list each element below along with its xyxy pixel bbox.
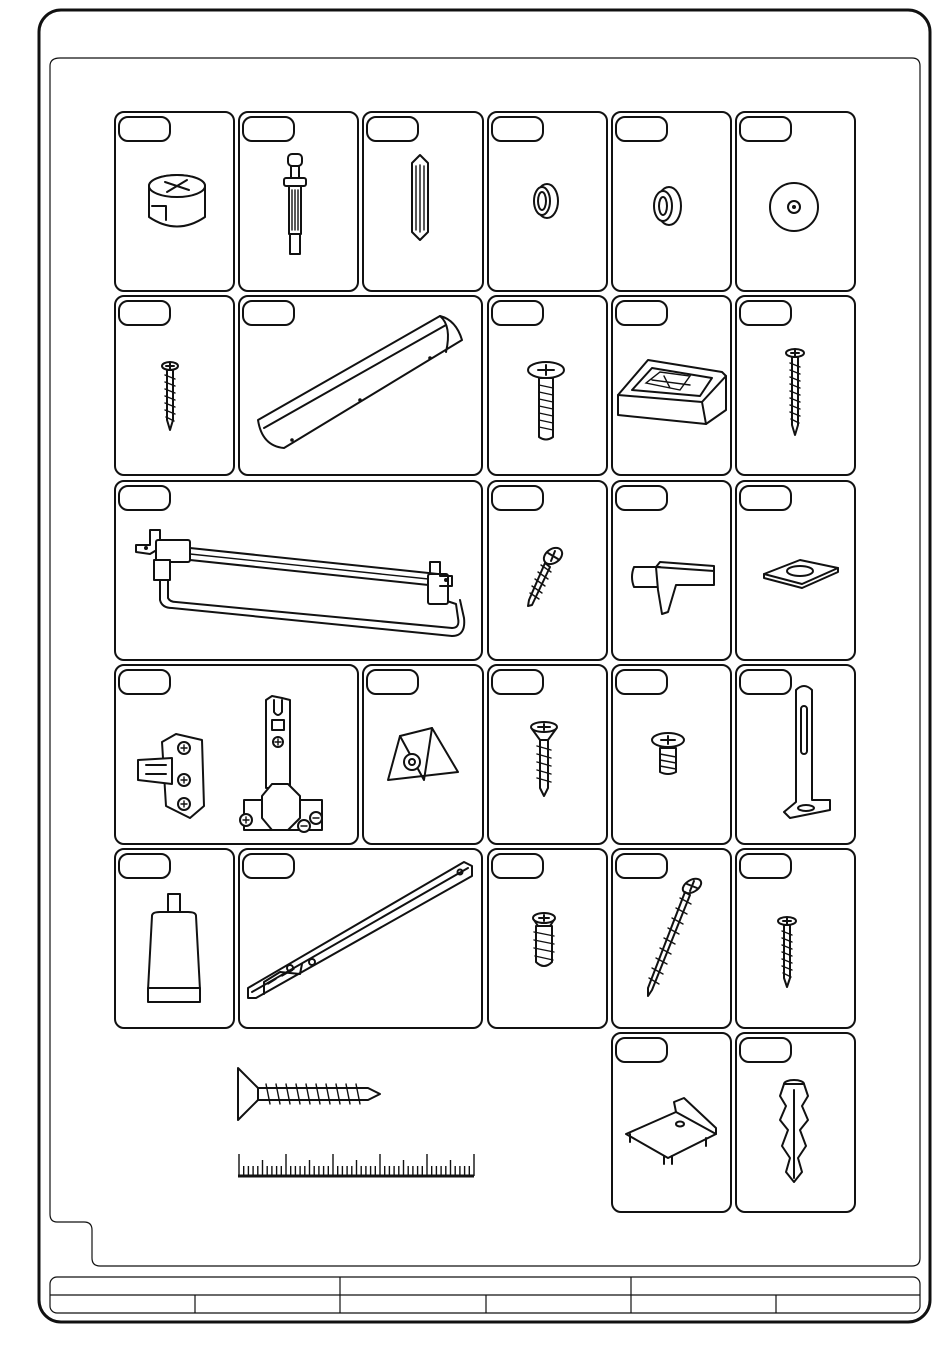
bushing-icon [534,184,558,218]
part-cell-p27 [736,1033,855,1212]
part-cell-p14 [612,481,731,660]
part-cell-p18 [488,665,607,844]
part-cell-p21 [115,849,234,1028]
part-cell-p25 [736,849,855,1028]
part-cell-p22 [239,849,482,1028]
part-cell-p13 [488,481,607,660]
part-cell-p10 [612,296,731,475]
part-cell-p2 [239,112,358,291]
part-cell-p15 [736,481,855,660]
part-cell-p7 [115,296,234,475]
wood-dowel-icon [412,155,428,240]
part-cell-p3 [363,112,483,291]
euro-screw-icon [533,913,555,966]
part-cell-p9 [488,296,607,475]
part-cell-p5 [612,112,731,291]
bushing-icon [654,187,681,225]
part-cell-p23 [488,849,607,1028]
part-cell-p26 [612,1033,731,1212]
part-cell-p4 [488,112,607,291]
part-cell-p20 [736,665,855,844]
part-cell-p11 [736,296,855,475]
part-cell-p6 [736,112,855,291]
part-cell-p24 [612,849,731,1028]
part-cell-p16 [115,665,358,844]
part-cell-p8 [239,296,482,475]
part-cell-p19 [612,665,731,844]
part-cell-p17 [363,665,483,844]
part-cell-p1 [115,112,234,291]
part-cell-p12 [115,481,482,660]
cam-lock-icon [149,175,205,227]
cover-cap-icon [770,183,818,231]
